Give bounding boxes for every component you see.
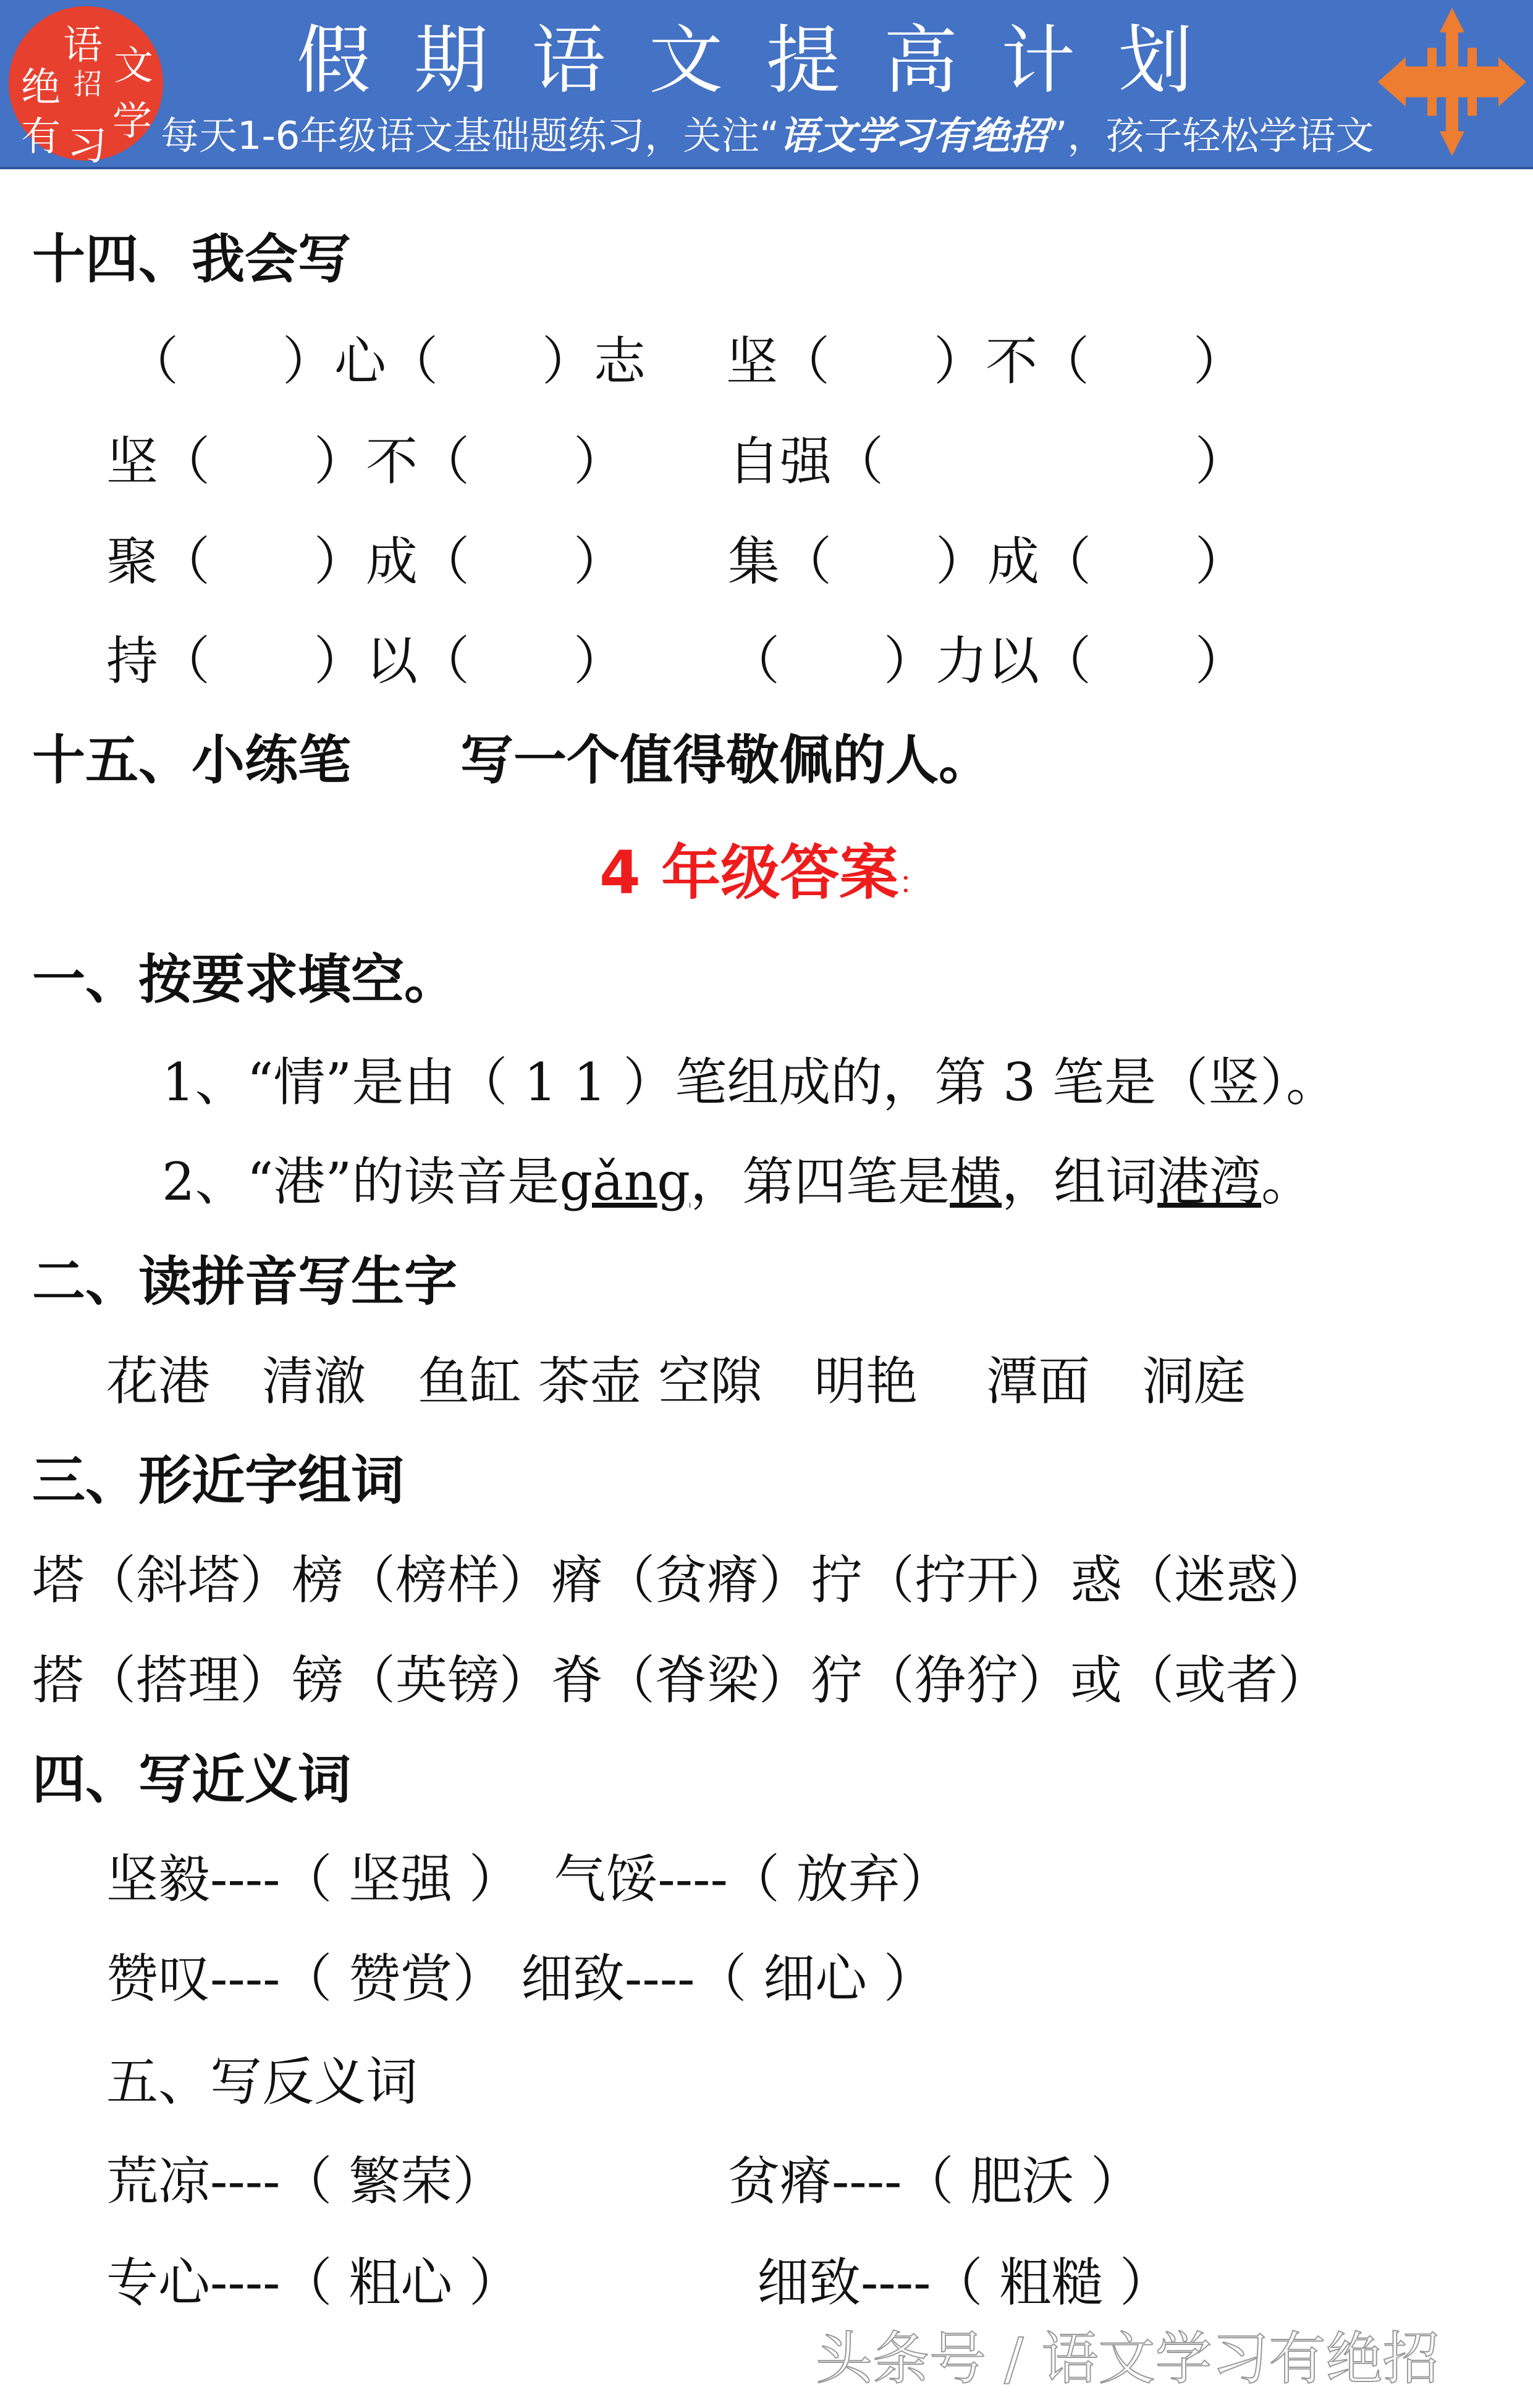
s14-cell: 聚（ ）成（ ） [106,531,626,592]
s14-cell: 坚（ ）不（ ） [726,331,1246,392]
answer-3-title: 三、形近字组词 [32,1450,404,1512]
section-15-prompt: 写一个值得敬佩的人。 [460,730,992,791]
section-15-title: 十五、小练笔 [32,730,351,791]
answer-1-q1: 1、“情”是由（ 1 1 ）笔组成的，第 3 笔是（竖）。 [162,1052,1338,1113]
answer-5-title: 五、写反义词 [106,2052,418,2112]
s14-cell: 坚（ ）不（ ） [106,431,626,492]
section-14-title: 十四、我会写 [32,229,351,290]
s14-cell: （ ）心（ ）志 [127,331,646,392]
answer-4-row: 赞叹----（ 赞赏） 细致----（ 细心 ） [106,1948,935,2009]
logo: 绝 语 文 招 有 习 学 [9,6,163,161]
answer-4-title: 四、写近义词 [32,1749,351,1811]
banner-title: 假期语文提高计划 [297,18,1236,104]
watermark: 头条号 / 语文学习有绝招 [816,2326,1440,2392]
answer-3-row: 搭（搭理）镑（英镑）脊（脊梁）狞（狰狞）或（或者） [32,1650,1330,1711]
brand-name: 语文学习有绝招 [779,113,1048,158]
answer-5-cell: 荒凉----（ 繁荣） [106,2151,505,2212]
header-banner [0,0,1533,169]
four-way-arrow-icon [1375,3,1529,161]
answer-2-words: 花港 清澈 鱼缸 茶壶 空隙 明艳 潭面 洞庭 [106,1351,1246,1412]
answer-5-cell: 细致----（ 粗糙 ） [757,2252,1172,2313]
s14-cell: 自强（ ） [728,431,1248,492]
s14-cell: 集（ ）成（ ） [728,531,1248,592]
answer-3-row: 塔（斜塔）榜（榜样）瘠（贫瘠）拧（拧开）惑（迷惑） [32,1550,1330,1610]
s14-cell: 持（ ）以（ ） [106,631,626,691]
answer-title: 4 年级答案： [599,838,930,907]
answer-5-cell: 贫瘠----（ 肥沃 ） [728,2151,1142,2212]
banner-subtitle: 每天1-6年级语文基础题练习，关注“语文学习有绝招”，孩子轻松学语文 [161,113,1374,158]
s14-cell: （ ）力以（ ） [728,631,1248,691]
answer-5-cell: 专心----（ 粗心 ） [106,2252,521,2313]
answer-4-row: 坚毅----（ 坚强 ） 气馁----（ 放弃） [106,1849,952,1909]
answer-1-q2: 2、“港”的读音是gǎng，第四笔是横，组词港湾。 [162,1151,1314,1212]
answer-2-title: 二、读拼音写生字 [32,1251,457,1313]
answer-1-title: 一、按要求填空。 [32,949,457,1011]
